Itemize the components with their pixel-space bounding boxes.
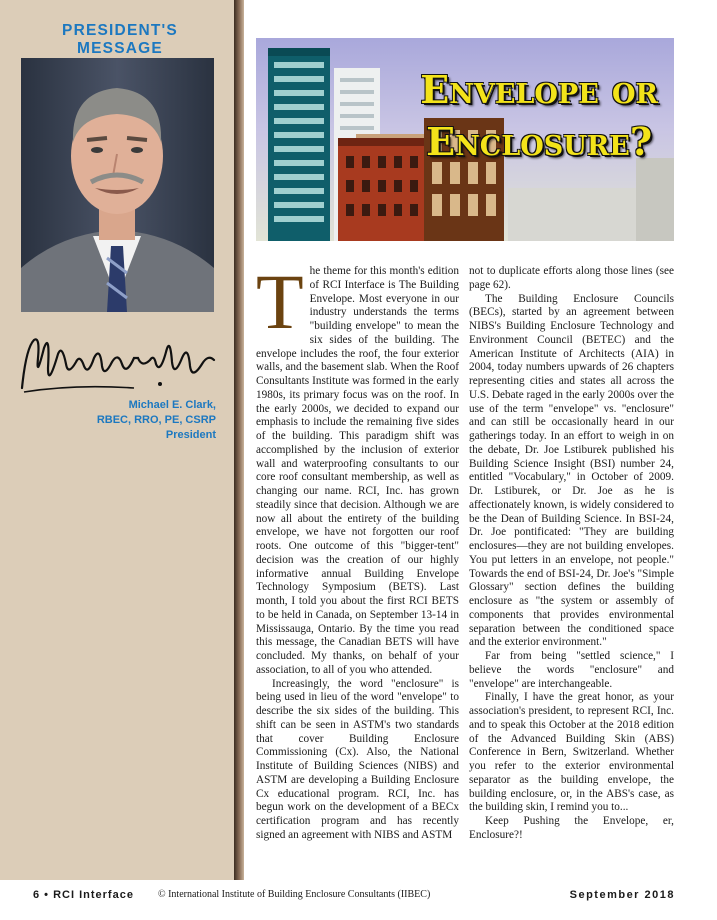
author-name: Michael E. Clark, [128,399,216,411]
page-footer [0,880,717,920]
article-paragraph: Increasingly, the word "enclosure" is being used in lieu of the word "envelope" to describe the six sides of the building. This shift can be seen in ASTM's two standards that cover Building Enclosure Commissioning (Cx). Also, the National Institute of Building Sciences (NIBS) and ASTM are developing a Building Enclosure Cx educational program. RCI, Inc. has begun work on the development of a BECx certification program and has recently signed an agreement with NIBS and ASTM [256,677,459,841]
section-title: PRESIDENT'S MESSAGE [62,22,178,57]
article-paragraph: Keep Pushing the Envelope, er, Enclosure?! [469,815,674,841]
article-paragraph: not to duplicate efforts along those lines (see page 62). [469,265,674,291]
author-title: President [165,429,216,441]
author-credentials: RBEC, RRO, PE, CSRP [96,414,216,426]
article-paragraph: Far from being "settled science," I believe the words "enclosure" and "envelope" are interchangeable. [469,650,674,690]
hero-illustration [256,38,674,241]
article-column-right [469,265,674,843]
issue-date: September 2018 [569,889,675,901]
copyright-notice: © International Institute of Building Enclosure Consultants (IIBEC) [158,889,431,900]
page-spine-divider [234,0,244,880]
article-title [420,64,658,168]
sidebar [0,0,234,880]
article-paragraph [256,258,459,678]
page-number-label: 6 • RCI Interface [33,889,134,901]
article-paragraph-text: he theme for this month's edition of RCI Interface is The Building Envelope. Most everyone in our industry understands the terms "building envelope" to mean the six sides of the building. The envelope includes the roof, the four exterior walls, and the basement slab. When the Roof Consultants Institute was formed in the early 1980s, its primary focus was on the roof. In the early 2000s, we decided to expand our emphasis to include the remaining five sides of the building. This paradigm shift was accomplished by the inclusion of exterior wall and waterproofing consultants to our core roof consultant membership, as well as changing our name. RCI, Inc. has grown steadily since that decision. Although we are now all about the entirety of the building envelope, we have not forgotten our roof roots. One outcome of this "bigger-tent" decision was the creation of our highly informative annual Building Envelope Technology Symposium (BETS). Last month, I told you about the first RCI BETS to be held in Canada, on September 13-14 in Mississauga, Ontario. By the time you read this message, the Canadian BETS will have concluded. My thanks, on behalf of your association, to all of you who attended. [256,265,459,676]
article-title-line2: Enclosure? [426,119,653,164]
article-paragraph: Finally, I have the great honor, as your association's president, to represent RCI, Inc. and to speak this October at the 2018 edition of the Advanced Building Skin (ABS) Conference in Bern, Switzerland. Whether you refer to the exterior environmental separator as the building envelope, the building enclosure, or, in the ABS's case, as the building skin, I remind you to... [469,691,674,814]
author-byline [20,398,216,443]
president-portrait [21,58,214,312]
article-column-left [256,258,459,843]
article-title-line1: Envelope or [420,67,658,112]
article-paragraph: The Building Enclosure Councils (BECs), started by an agreement between NIBS's Building Enclosure Technology and Environment Council (BETEC) and the American Institute of Architects (AIA) in 2004, today numbers upwards of 26 chapters representing cities and states all across the U.S. Debate raged in the early 2000s over the use of the term "envelope" vs. "enclosure" and can still be occasionally heard in our gatherings today. In an effort to weigh in on the debate, Dr. Joe Lstiburek published his Building Science Insight (BSI) number 24, entitled "Vocabulary," in October of 2009. Dr. Lstiburek, or Dr. Joe as he is affectionately known, is widely considered to be the Dean of Building Science. In BSI-24, Dr. Joe pontificated: "They are building enclosures—they are not building envelopes. You put letters in an envelope, not people." Towards the end of BSI-24, Dr. Joe's "Simple Glossary" section defines the building enclosure as "the system or assembly of components that provides environmental separation between the conditioned space and the exterior environment." [469,292,674,649]
signature-icon [14,318,226,408]
drop-cap: T [256,258,304,345]
